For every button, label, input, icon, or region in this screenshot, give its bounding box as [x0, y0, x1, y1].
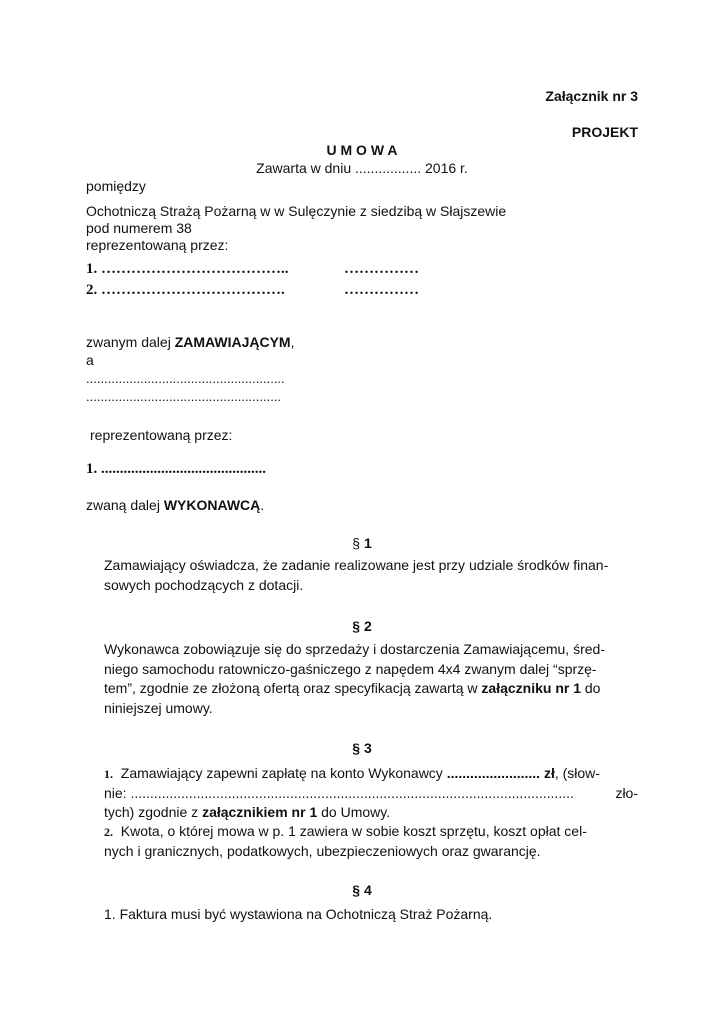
contractor-term: WYKONAWCĄ — [163, 497, 261, 513]
section-2-line-3-end: do — [581, 680, 601, 696]
section-3-amount-words-placeholder: nie: .................................................................................................................. — [104, 785, 574, 801]
section-2-line-2: niego samochodu ratowniczo-gaśniczego z napędem 4x4 zwanym dalej “sprzę- — [104, 660, 597, 677]
section-3-paragraph — [104, 764, 638, 861]
contractor-placeholder-2: ...................................................... — [86, 389, 282, 404]
section-2-paragraph — [104, 640, 638, 718]
section-3-point-1-number: 1. — [104, 767, 113, 781]
section-4-point-1: 1. Faktura musi być wystawiona na Ochotniczą Straż Pożarną. — [104, 906, 493, 922]
orderer-address-line: pod numerem 38 — [86, 220, 192, 236]
section-3-point-1-line-3 — [104, 803, 638, 822]
section-3-currency-fragment: zło- — [615, 785, 638, 801]
section-3-point-2-number: 2. — [104, 825, 113, 839]
section-2-line-1: Wykonawca zobowiązuje się do sprzedaży i dostarczenia Zamawiającemu, śred- — [104, 641, 605, 657]
section-3-point-1-line-1 — [104, 764, 638, 784]
called-contractor-punct: . — [260, 497, 265, 513]
section-1-line-1: Zamawiający oświadcza, że zadanie realizowane jest przy udziale środków finan- — [104, 557, 609, 573]
section-3-amount-placeholder: ........................ zł — [446, 765, 555, 781]
and-label: a — [86, 352, 94, 368]
section-3-point-1-text: Zamawiający zapewni zapłatę na konto Wykonawcy — [120, 765, 447, 781]
project-label: PROJEKT — [571, 124, 638, 140]
section-2-heading: § 2 — [352, 618, 372, 634]
contractor-placeholder-1: ....................................................... — [86, 371, 285, 386]
section-3-point-1-end: , (słow- — [554, 765, 600, 781]
section-4-heading: § 4 — [352, 882, 372, 898]
called-orderer-line — [86, 334, 294, 351]
contractor-represented-label: reprezentowaną przez: — [90, 427, 233, 443]
contractor-representative-1: 1. ............................................ — [86, 461, 266, 477]
called-contractor-text: zwaną dalej — [86, 497, 164, 513]
called-contractor-line — [86, 497, 264, 514]
section-3-point-2-line-1 — [104, 822, 638, 842]
orderer-representative-1: 1. ……………………………….. — [86, 261, 289, 277]
section-1-paragraph — [104, 556, 638, 595]
orderer-represented-label: reprezentowaną przez: — [86, 237, 229, 253]
document-title: U M O W A — [326, 142, 398, 158]
section-2-line-3 — [104, 679, 638, 699]
section-2-line-4: niniejszej umowy. — [104, 699, 213, 716]
section-3-point-1-line-3-text: tych) zgodnie z — [104, 804, 203, 820]
section-1-line-2: sowych pochodzących z dotacji. — [104, 576, 304, 593]
section-3-attachment-ref: załącznikiem nr 1 — [202, 804, 318, 820]
section-3-point-2-line-2: nych i granicznych, podatkowych, ubezpieczeniowych oraz gwarancję. — [104, 843, 541, 859]
section-3-heading: § 3 — [352, 740, 372, 756]
section-3-point-1-line-2 — [104, 784, 638, 803]
concluded-date-line: Zawarta w dniu ................. 2016 r. — [256, 160, 468, 176]
called-orderer-punct: , — [290, 334, 295, 350]
orderer-term: ZAMAWIAJĄCYM — [174, 334, 291, 350]
orderer-name-line: Ochotniczą Strażą Pożarną w w Sulęczynie z siedzibą w Słajszewie — [86, 203, 507, 219]
attachment-label: Załącznik nr 3 — [545, 88, 638, 104]
orderer-representative-2-role: …………… — [344, 282, 419, 298]
section-1-number: 1 — [363, 535, 372, 551]
orderer-representative-1-role: …………… — [344, 261, 419, 277]
section-1-sign: § — [352, 535, 364, 551]
called-orderer-text: zwanym dalej — [86, 334, 175, 350]
section-1-heading — [312, 535, 412, 552]
between-label: pomiędzy — [86, 178, 146, 194]
orderer-representative-2: 2. ………………………………. — [86, 282, 285, 298]
section-3-point-1-line-3-end: do Umowy. — [317, 804, 391, 820]
section-3-point-2-text: Kwota, o której mowa w p. 1 zawiera w sobie koszt sprzętu, koszt opłat cel- — [120, 823, 587, 839]
section-2-line-3-text: tem”, zgodnie ze złożoną ofertą oraz specyfikacją zawartą w — [104, 680, 482, 696]
section-2-attachment-ref: załączniku nr 1 — [481, 680, 581, 696]
